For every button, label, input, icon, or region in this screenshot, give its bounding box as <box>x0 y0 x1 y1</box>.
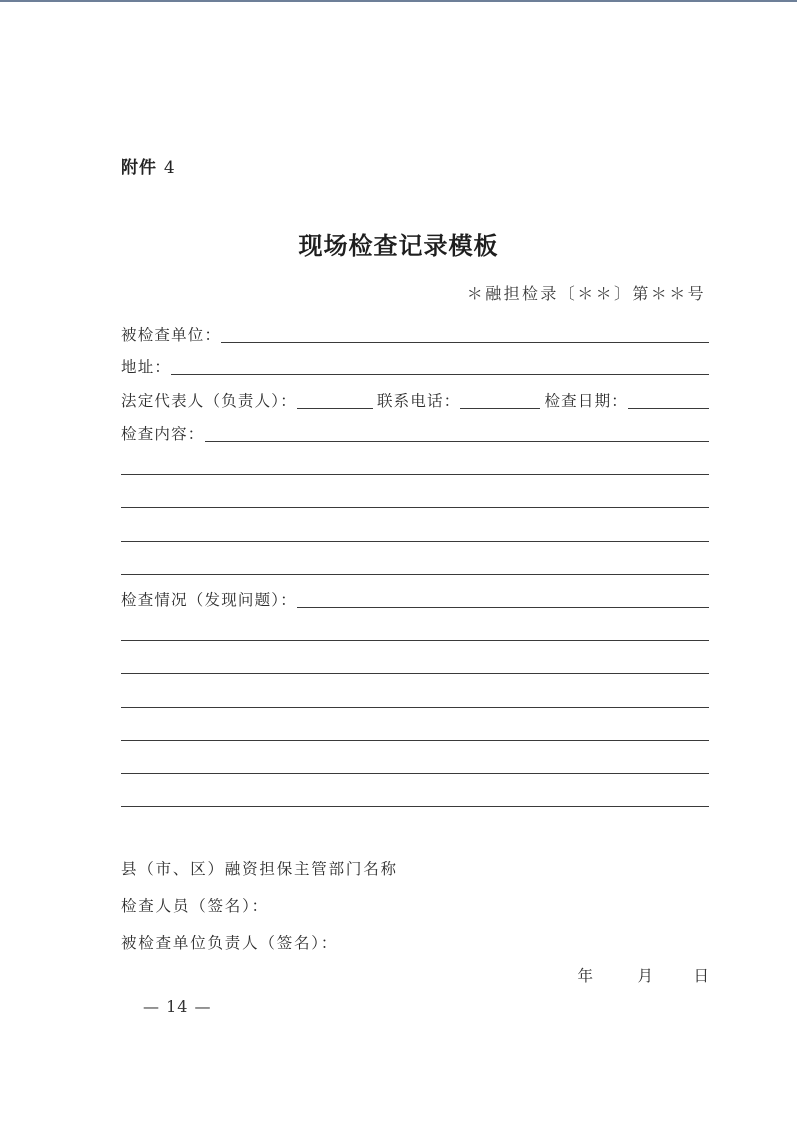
date-day: 日 <box>693 967 709 985</box>
findings-line[interactable] <box>121 740 709 741</box>
page-number: — 14 — <box>143 997 212 1016</box>
inspector-signature: 检查人员（签名）： <box>121 897 269 915</box>
phone-label: 联系电话： <box>376 392 461 410</box>
address-row <box>121 355 709 377</box>
findings-line[interactable] <box>121 773 709 774</box>
content-line[interactable] <box>121 474 709 475</box>
top-rule <box>0 0 797 2</box>
rep-phone-date-row <box>121 389 709 411</box>
date-month: 月 <box>637 967 653 985</box>
content-blank[interactable] <box>205 441 709 442</box>
phone-blank[interactable] <box>460 408 540 409</box>
inspection-date-blank[interactable] <box>628 408 709 409</box>
content-line[interactable] <box>121 541 709 542</box>
document-number: ＊融担检录〔＊＊〕第＊＊号 <box>466 284 706 303</box>
findings-label: 检查情况（发现问题）： <box>121 591 297 609</box>
legal-rep-blank[interactable] <box>297 408 373 409</box>
findings-line[interactable] <box>121 673 709 674</box>
signature-date <box>577 964 709 986</box>
legal-rep-label: 法定代表人（负责人）： <box>121 392 297 410</box>
findings-line[interactable] <box>121 640 709 641</box>
address-label: 地址： <box>121 358 172 376</box>
content-label: 检查内容： <box>121 425 205 443</box>
content-line[interactable] <box>121 507 709 508</box>
findings-line[interactable] <box>121 707 709 708</box>
page-title: 现场检查记录模板 <box>298 232 499 260</box>
content-row <box>121 422 709 444</box>
inspected-unit-blank[interactable] <box>221 342 709 343</box>
department-name: 县（市、区）融资担保主管部门名称 <box>121 860 398 878</box>
findings-line[interactable] <box>121 806 709 807</box>
findings-blank[interactable] <box>297 607 709 608</box>
inspection-date-label: 检查日期： <box>544 392 628 410</box>
address-blank[interactable] <box>171 374 709 375</box>
inspected-unit-label: 被检查单位： <box>121 326 222 344</box>
findings-row <box>121 588 709 610</box>
annex-number: 4 <box>163 158 176 178</box>
annex-text: 附件 <box>121 158 157 178</box>
date-year: 年 <box>577 967 593 985</box>
content-line[interactable] <box>121 574 709 575</box>
annex-label <box>121 153 176 178</box>
unit-head-signature: 被检查单位负责人（签名）： <box>121 934 339 952</box>
inspected-unit-row <box>121 323 709 345</box>
